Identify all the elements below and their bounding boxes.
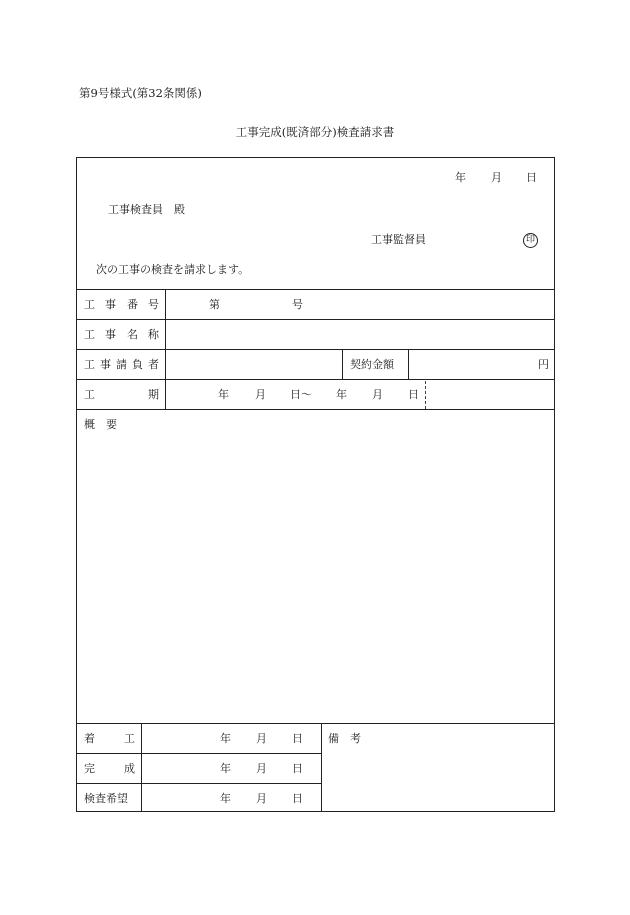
complete-day: 日 bbox=[292, 762, 303, 775]
label-char: 工 bbox=[84, 328, 95, 341]
divider-row-start bbox=[76, 753, 321, 754]
period-from-month: 月 bbox=[255, 388, 266, 401]
label-char: 期 bbox=[148, 388, 159, 401]
label-char: 工 bbox=[124, 732, 135, 745]
header-date-month: 月 bbox=[491, 171, 502, 184]
column-divider-amount bbox=[408, 349, 409, 379]
remarks-label: 備 考 bbox=[328, 732, 361, 745]
label-char: 名 bbox=[127, 328, 138, 341]
desired-day: 日 bbox=[292, 792, 303, 805]
label-char: 事 bbox=[100, 358, 111, 371]
column-divider-labels bbox=[165, 289, 166, 409]
complete-month: 月 bbox=[256, 762, 267, 775]
desired-inspection-label: 検査希望 bbox=[84, 792, 128, 805]
label-char: 工 bbox=[84, 358, 95, 371]
seal-stamp-mark: 印 bbox=[523, 233, 538, 248]
header-date-year: 年 bbox=[455, 171, 466, 184]
start-month: 月 bbox=[256, 732, 267, 745]
divider-header bbox=[76, 289, 555, 290]
divider-row-name bbox=[76, 349, 555, 350]
label-char: 負 bbox=[132, 358, 143, 371]
desired-year: 年 bbox=[220, 792, 231, 805]
divider-row-period bbox=[76, 409, 555, 410]
label-char: 完 bbox=[84, 762, 95, 775]
summary-label: 概 要 bbox=[84, 418, 117, 431]
divider-row-number bbox=[76, 319, 555, 320]
number-suffix: 号 bbox=[292, 298, 303, 311]
label-char: 成 bbox=[124, 762, 135, 775]
addressee-label: 工事検査員 殿 bbox=[108, 203, 185, 216]
period-to-year: 年 bbox=[336, 388, 347, 401]
form-table bbox=[76, 157, 555, 812]
period-dotted-divider bbox=[425, 381, 426, 409]
label-char: 着 bbox=[84, 732, 95, 745]
label-char: 番 bbox=[127, 298, 138, 311]
document-title: 工事完成(既済部分)検査請求書 bbox=[235, 125, 395, 139]
column-divider-contractor bbox=[342, 349, 343, 379]
period-to-day: 日 bbox=[408, 388, 419, 401]
label-char: 工 bbox=[84, 388, 95, 401]
desired-month: 月 bbox=[256, 792, 267, 805]
divider-row-complete bbox=[76, 783, 321, 784]
label-char: 号 bbox=[148, 298, 159, 311]
period-from-year: 年 bbox=[218, 388, 229, 401]
start-day: 日 bbox=[292, 732, 303, 745]
divider-summary bbox=[76, 723, 555, 724]
label-char: 称 bbox=[148, 328, 159, 341]
complete-year: 年 bbox=[220, 762, 231, 775]
label-char: 工 bbox=[84, 298, 95, 311]
label-char: 事 bbox=[105, 298, 116, 311]
label-char: 事 bbox=[105, 328, 116, 341]
period-from-day: 日～ bbox=[290, 388, 312, 401]
supervisor-label: 工事監督員 bbox=[371, 233, 426, 246]
divider-row-contractor bbox=[76, 379, 555, 380]
contract-amount-label: 契約金額 bbox=[350, 358, 394, 371]
number-prefix: 第 bbox=[209, 298, 220, 311]
column-divider-bottom-labels bbox=[141, 723, 142, 812]
request-text: 次の工事の検査を請求します。 bbox=[96, 263, 250, 276]
column-divider-remarks bbox=[321, 723, 322, 812]
period-to-month: 月 bbox=[372, 388, 383, 401]
label-char: 請 bbox=[116, 358, 127, 371]
start-year: 年 bbox=[220, 732, 231, 745]
header-date-day: 日 bbox=[526, 171, 537, 184]
label-char: 者 bbox=[148, 358, 159, 371]
amount-unit: 円 bbox=[538, 358, 549, 371]
form-number-label: 第9号様式(第32条関係) bbox=[79, 86, 202, 100]
